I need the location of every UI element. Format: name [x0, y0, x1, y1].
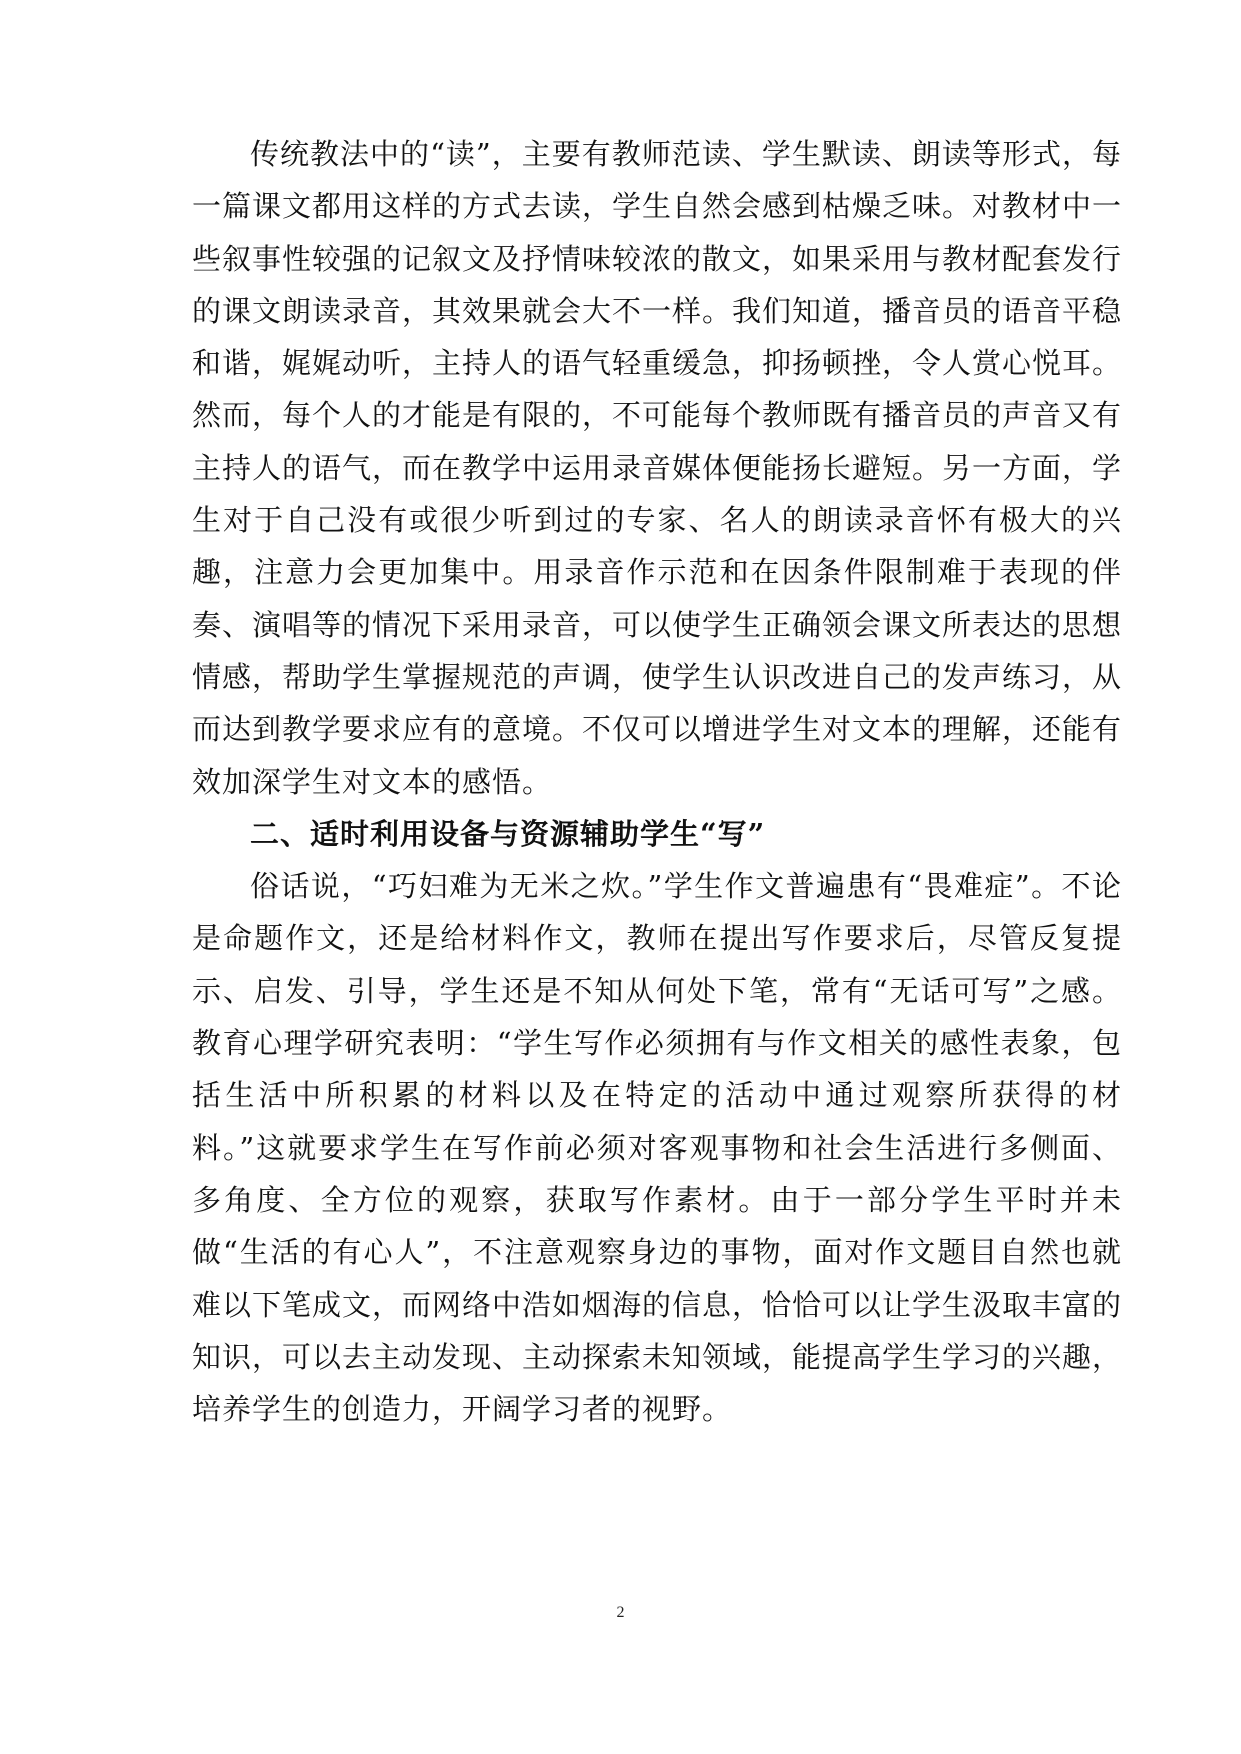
- section-heading-writing: 二、适时利用设备与资源辅助学生“写”: [250, 816, 766, 851]
- page-number: 2: [616, 1604, 625, 1621]
- body-paragraph-writing: 俗话说，“巧妇难为无米之炊。”学生作文普遍患有“畏难症”。不论是命题作文，还是给材料作文，教师在提出写作要求后，尽管反复提示、启发、引导，学生还是不知从何处下笔，常有“无话可写”之感。教育心理学研究表明：“学生写作必须拥有与作文相关的感性表象，包括生活中所积累的材料以及在特定的活动中通过观察所获得的材料。”这就要求学生在写作前必须对客观事物和社会生活进行多侧面、多角度、全方位的观察，获取写作素材。由于一部分学生平时并未做“生活的有心人”，不注意观察身边的事物，面对作文题目自然也就难以下笔成文，而网络中浩如烟海的信息，恰恰可以让学生汲取丰富的知识，可以去主动发现、主动探索未知领域，能提高学生学习的兴趣，培养学生的创造力，开阔学习者的视野。: [192, 869, 1123, 1427]
- body-paragraph-reading: 传统教法中的“读”，主要有教师范读、学生默读、朗读等形式，每一篇课文都用这样的方式去读，学生自然会感到枯燥乏味。对教材中一些叙事性较强的记叙文及抒情味较浓的散文，如果采用与教材配套发行的课文朗读录音，其效果就会大不一样。我们知道，播音员的语音平稳和谐，娓娓动听，主持人的语气轻重缓急，抑扬顿挫，令人赏心悦耳。然而，每个人的才能是有限的，不可能每个教师既有播音员的声音又有主持人的语气，而在教学中运用录音媒体便能扬长避短。另一方面，学生对于自己没有或很少听到过的专家、名人的朗读录音怀有极大的兴趣，注意力会更加集中。用录音作示范和在因条件限制难于表现的伴奏、演唱等的情况下采用录音，可以使学生正确领会课文所表达的思想情感，帮助学生掌握规范的声调，使学生认识改进自己的发声练习，从而达到教学要求应有的意境。不仅可以增进学生对文本的理解，还能有效加深学生对文本的感悟。: [192, 137, 1123, 799]
- page-body: [192, 128, 1122, 1435]
